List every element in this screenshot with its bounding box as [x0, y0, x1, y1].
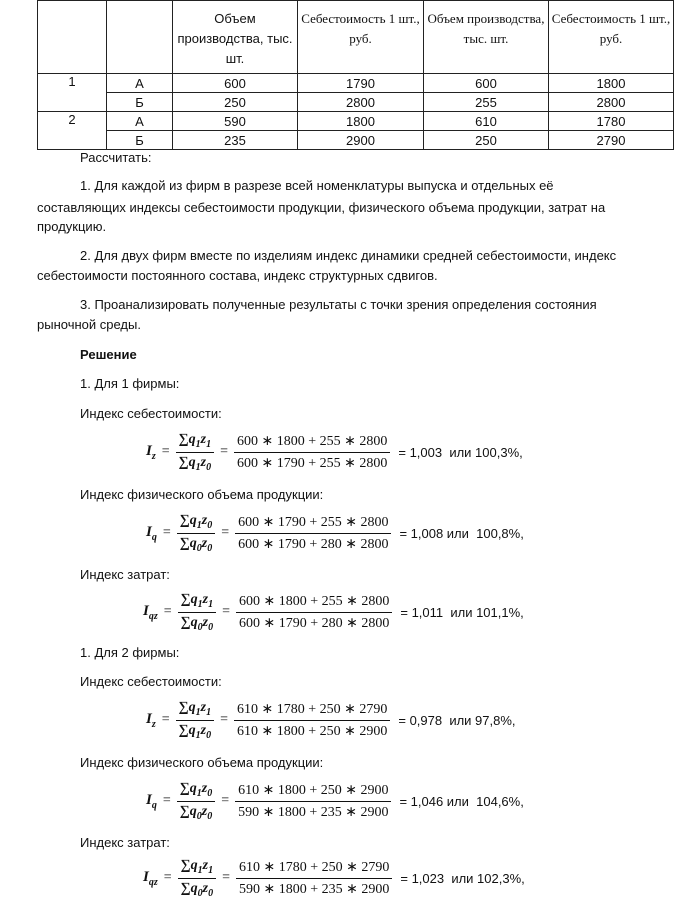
sym: q — [188, 454, 196, 470]
sym: z — [201, 535, 208, 551]
formula-firm2-expense-index: $I_{qz}$ = $\frac{\sum q_1z_1}{\sum q_0z_0}$ = $\frac{610 ∗ 1780 + 250 ∗ 2790}{590 ∗ 1800 + 235 ∗ 2900}$ = 1,023 или 102,3%, — [143, 858, 525, 899]
sym: z — [202, 858, 209, 873]
formula-result: = 1,023 или 102,3%, — [400, 870, 525, 886]
sym: q — [188, 432, 196, 447]
table-cell: 2900 — [298, 131, 424, 150]
formula-lhs — [143, 869, 158, 888]
firm1-cost-index-label: Индекс себестоимости: — [80, 406, 222, 421]
solution-heading: Решение — [80, 347, 137, 362]
sym-sub: 1 — [196, 787, 202, 799]
table-cell: 590 — [173, 112, 298, 131]
sym-sub: 0 — [207, 810, 213, 822]
formula-lhs — [146, 524, 157, 543]
table-row — [38, 74, 674, 93]
formula-result: = 1,046 или 104,6%, — [399, 793, 524, 809]
firm-number-cell: 1 — [38, 74, 107, 112]
sym-sub: 1 — [197, 598, 203, 610]
sym-sub: 0 — [197, 621, 203, 633]
sym: z — [202, 592, 209, 607]
sym: q — [189, 803, 197, 819]
sym-sub: 1 — [208, 598, 214, 610]
sym: z — [201, 803, 208, 819]
numeric-fraction — [236, 593, 392, 632]
table-cell: 2800 — [298, 93, 424, 112]
table-cell: Б — [107, 93, 173, 112]
formula-lhs — [146, 711, 156, 730]
lhs-symbol: I — [146, 710, 152, 727]
denominator: 610 ∗ 1800 + 250 ∗ 2900 — [237, 723, 388, 739]
formula-firm1-expense-index: $I_{qz}$ = $\frac{\sum q_1z_1}{\sum q_0z_0}$ = $\frac{600 ∗ 1800 + 255 ∗ 2800}{600 ∗ 1790 + 280 ∗ 2800}$ = 1,011 или 101,1%, — [143, 592, 524, 633]
formula-result: = 1,011 или 101,1%, — [400, 604, 524, 620]
lhs-subscript: z — [151, 718, 156, 730]
table-header-row — [38, 1, 674, 74]
data-table — [37, 0, 674, 150]
sym-sub: 1 — [195, 438, 201, 450]
firm1-heading: 1. Для 1 фирмы: — [80, 376, 180, 391]
sym: z — [202, 880, 209, 896]
lhs-symbol: I — [146, 523, 152, 540]
formula-lhs — [146, 443, 156, 462]
symbolic-fraction: $\frac{\sum q_1z_1}{\sum q_1z_0}$ — [176, 432, 214, 473]
sym-sub: 0 — [207, 787, 213, 799]
denominator: 600 ∗ 1790 + 280 ∗ 2800 — [238, 536, 389, 552]
firm2-phys-index-label: Индекс физического объема продукции: — [80, 755, 324, 770]
numerator: 600 ∗ 1790 + 255 ∗ 2800 — [235, 514, 391, 534]
symbolic-fraction: $\frac{\sum q_1z_1}{\sum q_0z_0}$ — [178, 858, 216, 899]
firm2-cost-index-label: Индекс себестоимости: — [80, 674, 222, 689]
sym: z — [200, 454, 207, 470]
task-item-1-line3: продукцию. — [37, 219, 107, 234]
task-item-3-line2: рыночной среды. — [37, 317, 141, 332]
denominator: 600 ∗ 1790 + 255 ∗ 2800 — [237, 455, 388, 471]
sym: q — [190, 858, 198, 873]
numeric-fraction — [236, 859, 392, 898]
numerator: 610 ∗ 1800 + 250 ∗ 2900 — [235, 782, 391, 802]
formula-result: = 1,008 или 100,8%, — [399, 525, 524, 541]
sym: q — [190, 592, 198, 607]
firm2-heading: 1. Для 2 фирмы: — [80, 645, 180, 660]
numeric-fraction — [234, 433, 390, 472]
lhs-symbol: I — [146, 442, 152, 459]
formula-firm2-cost-index: $I_z$ = $\frac{\sum q_1z_1}{\sum q_1z_0}$ = $\frac{610 ∗ 1780 + 250 ∗ 2790}{610 ∗ 1800 + 250 ∗ 2900}$ = 0,978 или 97,8%, — [146, 700, 516, 741]
table-header-cell: Себестоимость 1 шт., руб. — [549, 1, 674, 74]
calc-heading: Рассчитать: — [80, 150, 152, 165]
sym-sub: 0 — [207, 542, 213, 554]
table-row — [38, 112, 674, 131]
table-header-cell — [38, 1, 107, 74]
lhs-subscript: z — [151, 450, 156, 462]
formula-lhs — [146, 792, 157, 811]
symbolic-fraction: $\frac{\sum q_1z_0}{\sum q_0z_0}$ — [177, 781, 215, 822]
numerator: 600 ∗ 1800 + 255 ∗ 2800 — [236, 593, 392, 613]
lhs-symbol: I — [143, 602, 149, 619]
numeric-fraction — [235, 514, 391, 553]
formula-result: = 1,003 или 100,3%, — [398, 444, 523, 460]
sym-sub: 1 — [195, 706, 201, 718]
lhs-subscript: qz — [148, 876, 158, 888]
denominator: 600 ∗ 1790 + 280 ∗ 2800 — [239, 615, 390, 631]
table-cell: 600 — [424, 74, 549, 93]
sym: z — [200, 722, 207, 738]
denominator: 590 ∗ 1800 + 235 ∗ 2900 — [239, 881, 390, 897]
numeric-fraction — [234, 701, 390, 740]
sym: q — [190, 614, 198, 630]
task-item-1-line1 — [80, 175, 640, 197]
lhs-symbol: I — [143, 868, 149, 885]
sym: q — [189, 513, 197, 528]
formula-firm1-cost-index: $I_z$ = $\frac{\sum q_1z_1}{\sum q_1z_0}$ = $\frac{600 ∗ 1800 + 255 ∗ 2800}{600 ∗ 1790 + 255 ∗ 2800}$ = 1,003 или 100,3%, — [146, 432, 523, 473]
firm2-expense-index-label: Индекс затрат: — [80, 835, 170, 850]
firm1-expense-index-label: Индекс затрат: — [80, 567, 170, 582]
table-row — [38, 93, 674, 112]
numerator: 610 ∗ 1780 + 250 ∗ 2790 — [236, 859, 392, 879]
table-cell: 2790 — [549, 131, 674, 150]
symbolic-fraction: $\frac{\sum q_1z_1}{\sum q_1z_0}$ — [176, 700, 214, 741]
sym: q — [189, 535, 197, 551]
table-cell: 2800 — [549, 93, 674, 112]
numeric-fraction — [235, 782, 391, 821]
formula-result: = 0,978 или 97,8%, — [398, 712, 516, 728]
sym: z — [201, 513, 208, 528]
task-item-2-line2: себестоимости постоянного состава, индекс структурных сдвигов. — [37, 268, 438, 283]
sym: z — [200, 700, 207, 715]
table-cell: 235 — [173, 131, 298, 150]
lhs-symbol: I — [146, 791, 152, 808]
symbolic-fraction: $\frac{\sum q_1z_1}{\sum q_0z_0}$ — [178, 592, 216, 633]
sym-sub: 1 — [196, 519, 202, 531]
table-header-cell — [107, 1, 173, 74]
task-item-3-line1: 3. Проанализировать полученные результаты с точки зрения определения состояния — [80, 297, 597, 312]
sym-sub: 0 — [207, 519, 213, 531]
sym-sub: 1 — [197, 864, 203, 876]
firm1-phys-index-label: Индекс физического объема продукции: — [80, 487, 324, 502]
table-cell: 250 — [173, 93, 298, 112]
sym: z — [202, 614, 209, 630]
sym-sub: 0 — [208, 887, 214, 899]
task-item-1-line2: составляющих индексы себестоимости продукции, физического объема продукции, затрат на — [37, 200, 606, 215]
table-cell: А — [107, 112, 173, 131]
table-cell: 1790 — [298, 74, 424, 93]
table-cell: 250 — [424, 131, 549, 150]
sym: z — [200, 432, 207, 447]
formula-firm2-phys-index: $I_q$ = $\frac{\sum q_1z_0}{\sum q_0z_0}$ = $\frac{610 ∗ 1800 + 250 ∗ 2900}{590 ∗ 1800 + 235 ∗ 2900}$ = 1,046 или 104,6%, — [146, 781, 524, 822]
sym-sub: 0 — [206, 729, 212, 741]
table-cell: 255 — [424, 93, 549, 112]
formula-lhs — [143, 603, 158, 622]
numerator: 600 ∗ 1800 + 255 ∗ 2800 — [234, 433, 390, 453]
table-cell: 1800 — [298, 112, 424, 131]
sym-sub: 1 — [208, 864, 214, 876]
sym-sub: 0 — [196, 810, 202, 822]
sym: z — [201, 781, 208, 796]
sym-sub: 0 — [196, 542, 202, 554]
firm-number-cell: 2 — [38, 112, 107, 150]
lhs-subscript: q — [151, 531, 157, 543]
denominator: 590 ∗ 1800 + 235 ∗ 2900 — [238, 804, 389, 820]
symbolic-fraction: $\frac{\sum q_1z_0}{\sum q_0z_0}$ — [177, 513, 215, 554]
lhs-subscript: q — [151, 799, 157, 811]
table-cell: 610 — [424, 112, 549, 131]
table-cell: 1800 — [549, 74, 674, 93]
sym: q — [190, 880, 198, 896]
task-item-1-text-a: 1. Для каждой из фирм в разрезе всей номенклатуры выпуска и отдельных её — [80, 178, 554, 193]
sym-sub: 1 — [195, 461, 201, 473]
sym-sub: 0 — [208, 621, 214, 633]
sym-sub: 1 — [195, 729, 201, 741]
formula-firm1-phys-index: $I_q$ = $\frac{\sum q_1z_0}{\sum q_0z_0}$ = $\frac{600 ∗ 1790 + 255 ∗ 2800}{600 ∗ 1790 + 280 ∗ 2800}$ = 1,008 или 100,8%, — [146, 513, 524, 554]
table-cell: 1780 — [549, 112, 674, 131]
table-header-cell: Объем производства, тыс. шт. — [424, 1, 549, 74]
numerator: 610 ∗ 1780 + 250 ∗ 2790 — [234, 701, 390, 721]
task-item-2-line1: 2. Для двух фирм вместе по изделиям индекс динамики средней себестоимости, индекс — [80, 248, 617, 263]
sym-sub: 1 — [206, 706, 212, 718]
table-header-cell: Объем производства, тыс. шт. — [173, 1, 298, 74]
sym: q — [189, 781, 197, 796]
sym: q — [188, 722, 196, 738]
sym: q — [188, 700, 196, 715]
sym-sub: 0 — [197, 887, 203, 899]
table-cell: А — [107, 74, 173, 93]
sym-sub: 0 — [206, 461, 212, 473]
table-cell: 600 — [173, 74, 298, 93]
table-cell: Б — [107, 131, 173, 150]
table-header-cell: Себестоимость 1 шт., руб. — [298, 1, 424, 74]
sym-sub: 1 — [206, 438, 212, 450]
lhs-subscript: qz — [148, 610, 158, 622]
